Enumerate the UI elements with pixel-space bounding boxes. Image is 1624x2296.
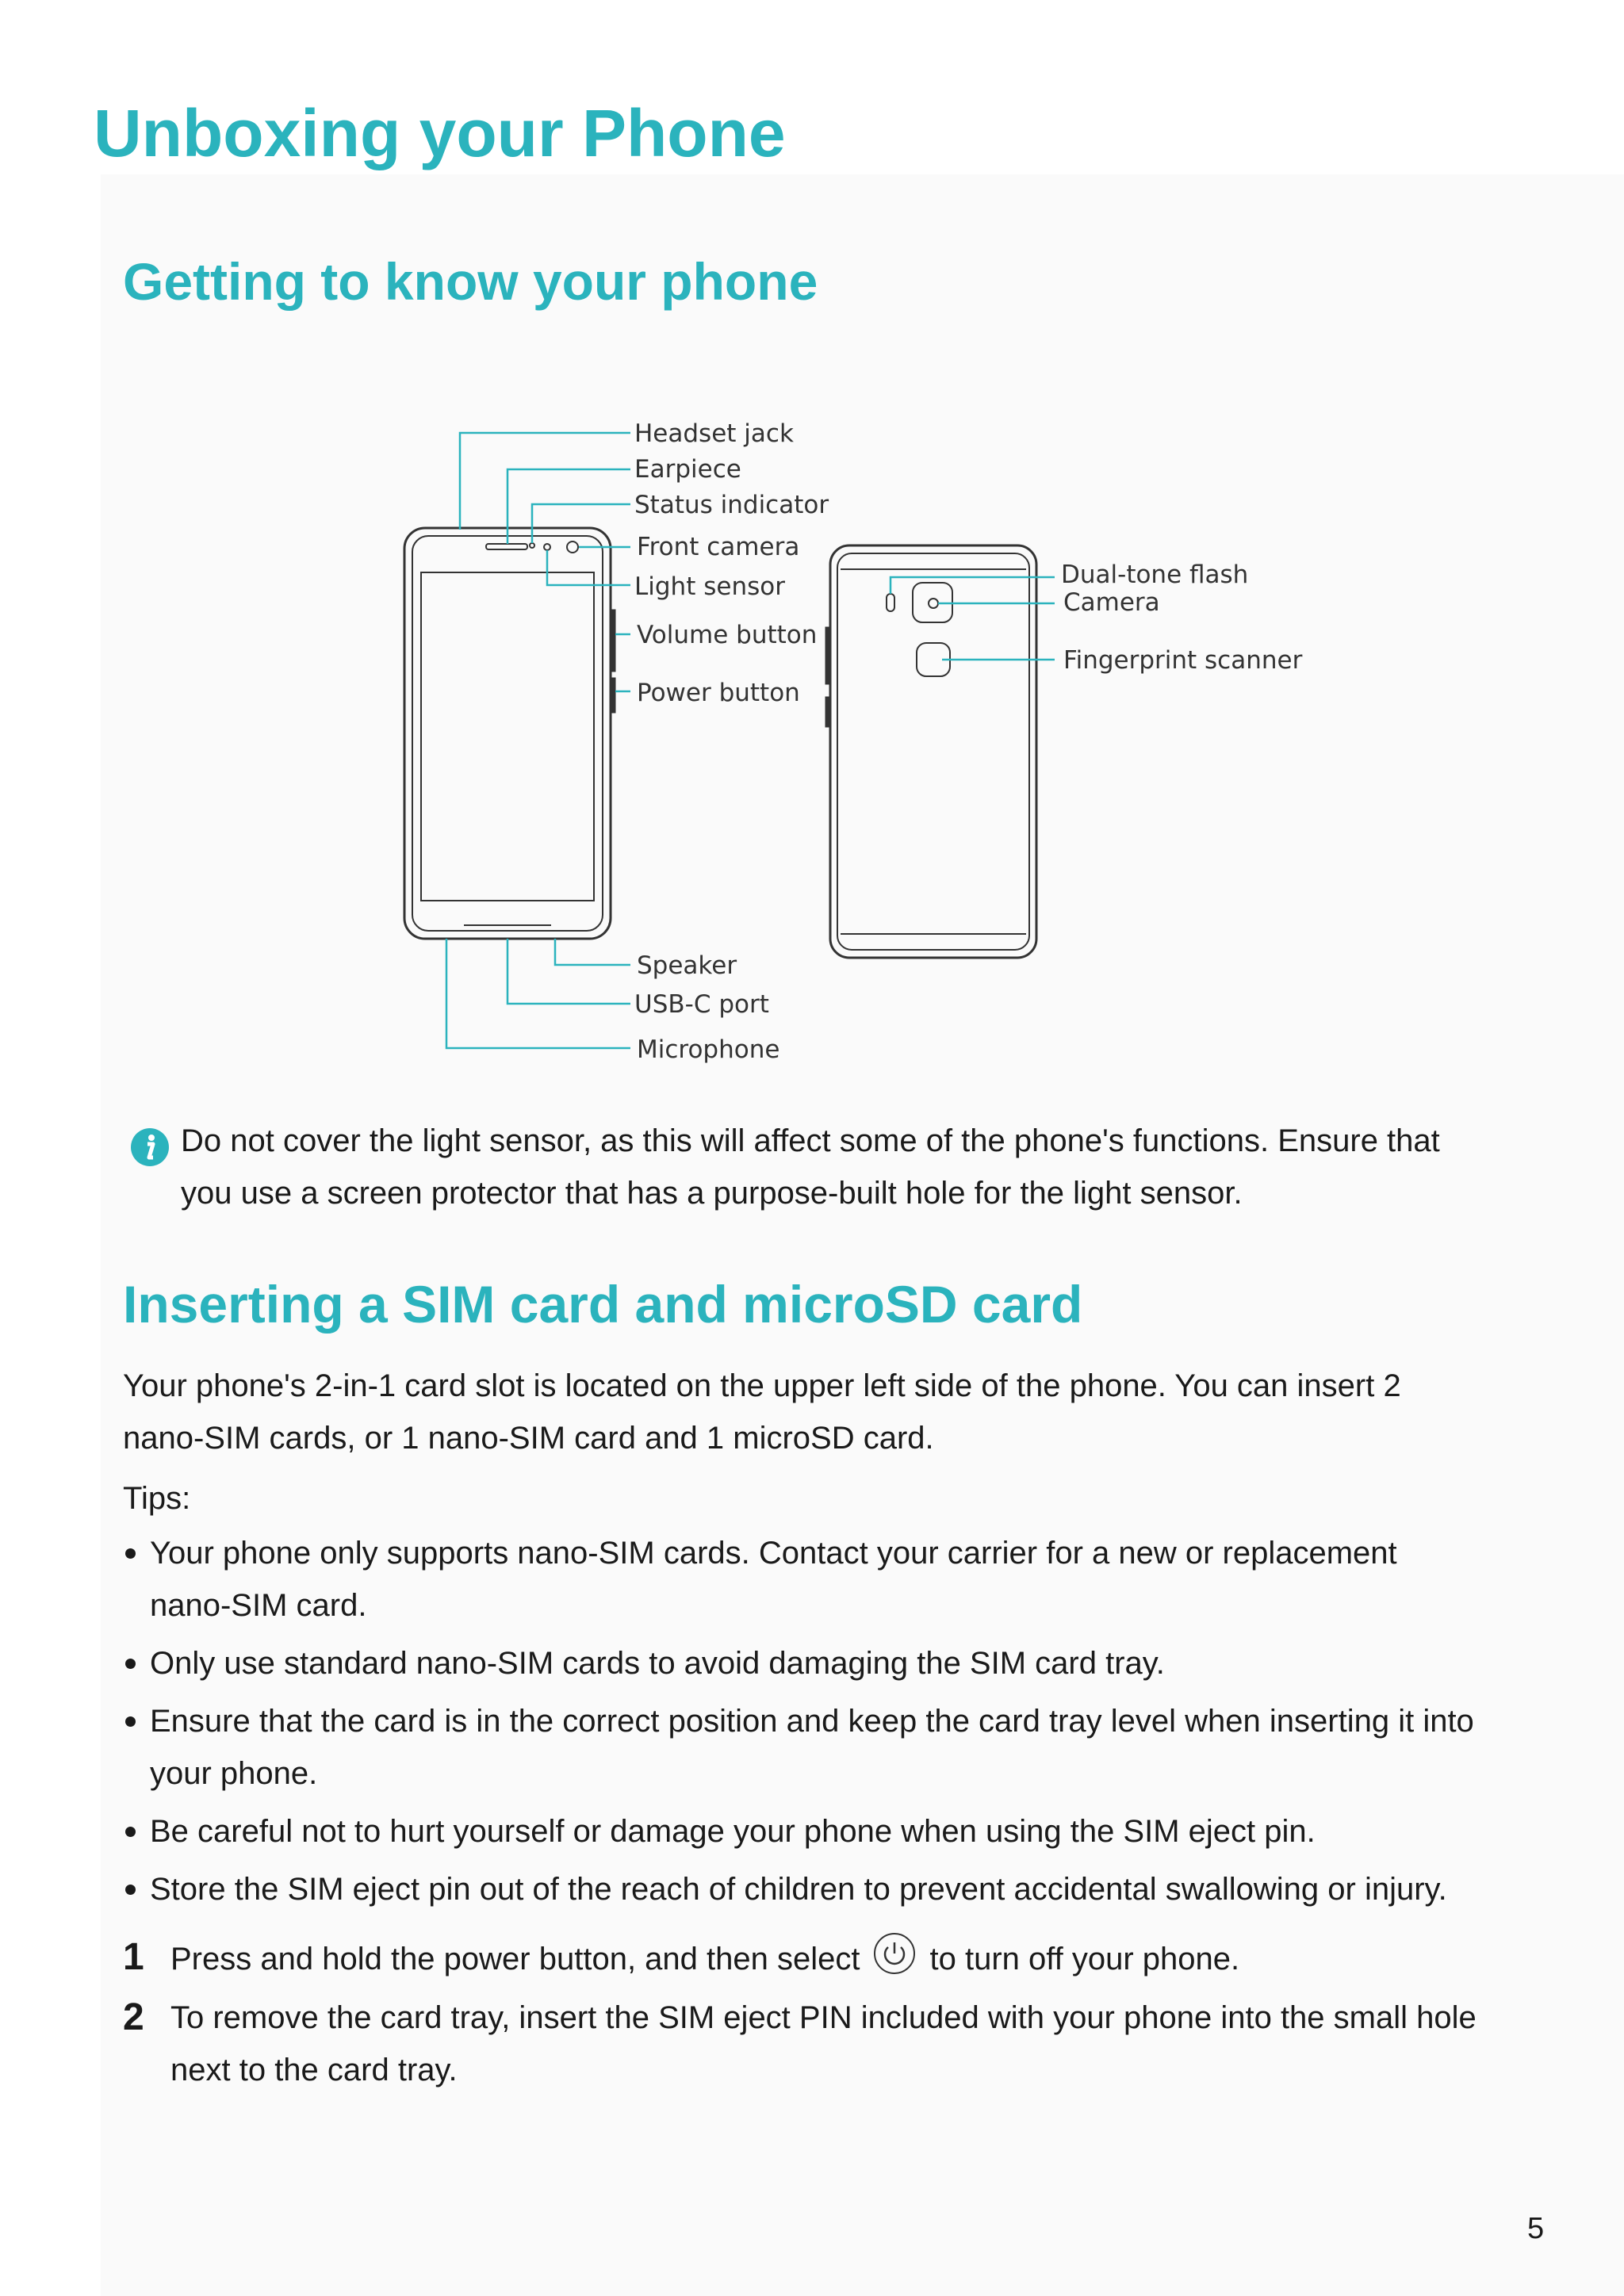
step-text-line-2: next to the card tray.	[170, 2053, 458, 2087]
bullet-dot	[125, 1827, 136, 1837]
tip-item	[123, 1863, 1534, 1915]
camera-lens	[929, 599, 938, 608]
step-text	[170, 1931, 1550, 1985]
back-phone-inner	[837, 553, 1029, 950]
intro-line-2: nano-SIM cards, or 1 nano-SIM card and 1 microSD card.	[123, 1421, 934, 1456]
back-side-key-2	[826, 698, 830, 726]
tip-item	[123, 1637, 1534, 1689]
tip-item	[123, 1527, 1534, 1632]
step-number: 2	[123, 1996, 144, 2038]
step-text-line-1: To remove the card tray, insert the SIM eject PIN included with your phone into the small hole	[170, 2000, 1477, 2035]
tips-label: Tips:	[123, 1481, 191, 1516]
bullet-dot	[125, 1548, 136, 1559]
tip-text-cont: nano-SIM card.	[150, 1588, 367, 1623]
label-fingerprint-scanner: Fingerprint scanner	[1063, 646, 1303, 675]
label-dual-tone-flash: Dual-tone flash	[1061, 561, 1249, 589]
step-2	[123, 1992, 1550, 2096]
front-camera-dot	[567, 541, 578, 553]
step-text	[170, 1992, 1550, 2096]
bullet-dot	[125, 1659, 136, 1669]
light-sensor-dot	[544, 544, 550, 550]
note-line-2: you use a screen protector that has a purpose-built hole for the light sensor.	[181, 1176, 1243, 1211]
status-indicator-dot	[530, 543, 534, 548]
front-phone-inner	[412, 536, 603, 931]
section-heading-inserting-sim: Inserting a SIM card and microSD card	[123, 1275, 1083, 1334]
page-number: 5	[1527, 2212, 1545, 2245]
tips-list	[123, 1527, 1534, 1921]
phone-diagram	[0, 396, 1624, 1094]
label-earpiece: Earpiece	[634, 455, 741, 484]
flash-module	[887, 594, 894, 611]
bullet-dot	[125, 1885, 136, 1895]
label-power-button: Power button	[637, 679, 800, 707]
step-text-before: Press and hold the power button, and then select	[170, 1942, 860, 1976]
earpiece-slot	[486, 544, 527, 549]
front-phone-screen	[421, 572, 594, 901]
front-phone-body	[404, 528, 611, 939]
tip-text: Your phone only supports nano-SIM cards. Contact your carrier for a new or replacement	[150, 1536, 1397, 1571]
label-status-indicator: Status indicator	[634, 491, 829, 519]
power-key	[611, 679, 615, 712]
tip-text-cont: your phone.	[150, 1756, 318, 1791]
back-side-key	[826, 628, 830, 683]
info-icon	[130, 1127, 170, 1167]
label-headset-jack: Headset jack	[634, 419, 794, 448]
tip-item	[123, 1695, 1534, 1800]
tip-text: Only use standard nano-SIM cards to avoid damaging the SIM card tray.	[150, 1646, 1165, 1681]
step-number: 1	[123, 1936, 144, 1978]
tip-text: Store the SIM eject pin out of the reach of children to prevent accidental swallowing or injury.	[150, 1872, 1447, 1907]
volume-key	[611, 610, 615, 671]
bullet-dot	[125, 1716, 136, 1727]
section-heading-getting-to-know: Getting to know your phone	[123, 252, 818, 311]
label-front-camera: Front camera	[637, 533, 800, 561]
step-1	[123, 1931, 1550, 1985]
step-text-after: to turn off your phone.	[929, 1942, 1240, 1976]
page-title: Unboxing your Phone	[94, 96, 786, 170]
label-volume-button: Volume button	[637, 621, 818, 649]
tip-item	[123, 1805, 1534, 1858]
label-camera: Camera	[1063, 588, 1160, 617]
tip-text: Be careful not to hurt yourself or damage your phone when using the SIM eject pin.	[150, 1814, 1316, 1849]
power-icon	[872, 1931, 917, 1976]
intro-line-1: Your phone's 2-in-1 card slot is located on the upper left side of the phone. You can insert 2	[123, 1368, 1401, 1403]
label-speaker: Speaker	[637, 951, 737, 980]
tip-text: Ensure that the card is in the correct position and keep the card tray level when inserting it into	[150, 1704, 1474, 1739]
label-microphone: Microphone	[637, 1035, 780, 1064]
label-light-sensor: Light sensor	[634, 572, 785, 601]
label-usb-c-port: USB-C port	[634, 990, 769, 1019]
note-line-1: Do not cover the light sensor, as this will affect some of the phone's functions. Ensure that	[181, 1123, 1440, 1158]
